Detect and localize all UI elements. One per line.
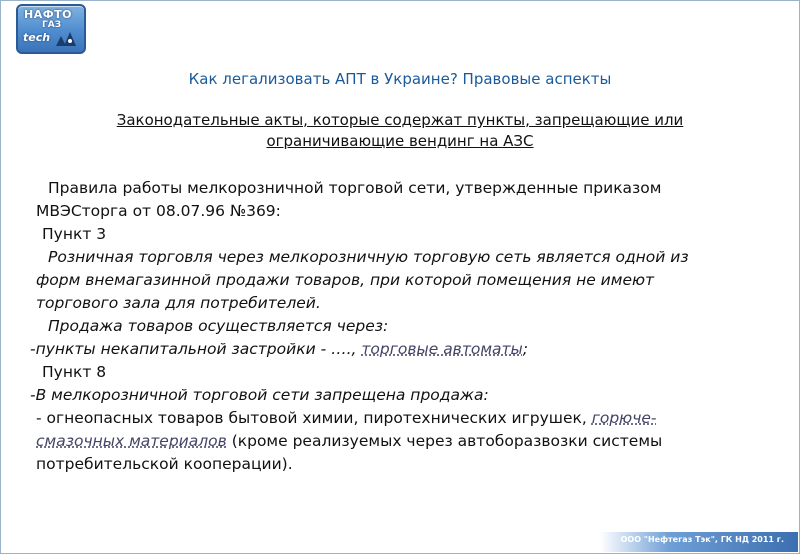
text-line: МВЭСторга от 08.07.96 №369: — [36, 202, 281, 220]
text-line: -В мелкорозничной торговой сети запрещена продажа: — [30, 386, 489, 404]
text-segment: ; — [522, 340, 529, 358]
logo-text-line2: ГАЗ — [42, 20, 62, 30]
slide-subtitle: Законодательные акты, которые содержат пункты, запрещающие или ограничивающие вендинг на АЗС — [116, 111, 684, 150]
text-line: форм внемагазинной продажи товаров, при которой помещения не имеют — [36, 271, 655, 289]
company-logo — [16, 4, 86, 54]
footer-copyright: ООО "Нефтегаз Тэк", ГК НД 2011 г. — [620, 535, 784, 544]
text-line: Пункт 8 — [42, 363, 107, 381]
logo-text-line1: НАФТО — [24, 8, 72, 21]
slide-title: Как легализовать АПТ в Украине? Правовые аспекты — [188, 70, 612, 88]
footer-bar — [600, 532, 798, 552]
text-line: Продажа товаров осуществляется через: — [48, 317, 389, 335]
fuel-drop-icon — [54, 30, 80, 48]
text-segment: -пункты некапитальной застройки - …., — [30, 340, 362, 358]
text-line — [30, 430, 750, 453]
logo-text-line3: tech — [23, 31, 51, 44]
text-line: Розничная торговля через мелкорозничную торговую сеть является одной из — [48, 248, 689, 266]
body-text — [30, 177, 750, 476]
text-line: Пункт 3 — [42, 225, 107, 243]
highlighted-term: торговые автоматы — [361, 340, 523, 358]
text-line: торгового зала для потребителей. — [36, 294, 321, 312]
highlighted-term: горюче- — [591, 409, 657, 427]
text-segment: (кроме реализуемых через автоборазвозки системы — [226, 432, 663, 450]
highlighted-term: смазочных материалов — [36, 432, 227, 450]
text-line: потребительской кооперации). — [36, 455, 293, 473]
text-segment: - огнеопасных товаров бытовой химии, пиротехнических игрушек, — [36, 409, 592, 427]
text-line: Правила работы мелкорозничной торговой сети, утвержденные приказом — [48, 179, 662, 197]
text-line — [30, 338, 750, 361]
text-line — [30, 407, 750, 430]
